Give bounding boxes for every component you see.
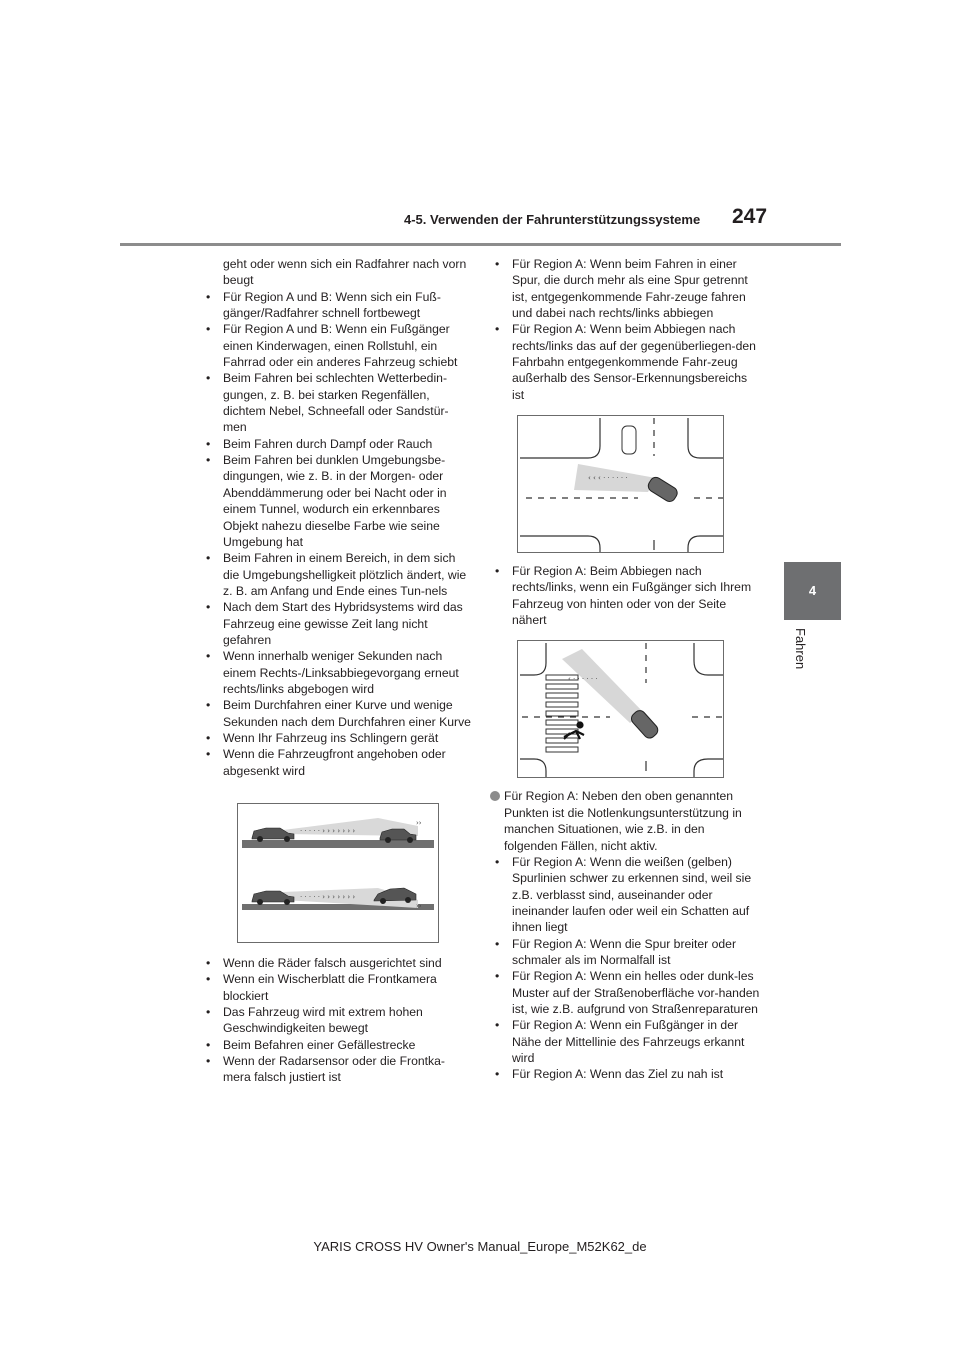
left-column	[201, 256, 471, 1086]
list-item: • Für Region A: Wenn das Ziel zu nah ist	[490, 1066, 760, 1082]
list-item: • Für Region A: Wenn ein helles oder dunk-les Muster auf der Straßenoberfläche vor-handen ist, wie z.B. aufgrund von Straßenreparaturen	[490, 968, 760, 1017]
list-item: • Beim Fahren in einem Bereich, in dem sich die Umgebungshelligkeit plötzlich ändert, wie z. B. am Anfang und Ende eines Tun-nels	[201, 550, 471, 599]
note-paragraph	[490, 788, 760, 853]
svg-text:‹ ‹ ‹ · · · · · ·: ‹ ‹ ‹ · · · · · ·	[588, 474, 628, 483]
list-item: • Wenn ein Wischerblatt die Frontkamera blockiert	[201, 971, 471, 1004]
oncoming-turn-illustration	[517, 415, 724, 553]
list-item: • Beim Durchfahren einer Kurve und wenige Sekunden nach dem Durchfahren einer Kurve	[201, 697, 471, 730]
list-item: • Wenn innerhalb weniger Sekunden nach einem Rechts-/Linksabbiegevorgang erneut rechts/links abgebogen wird	[201, 648, 471, 697]
list-item: • Für Region A: Wenn die weißen (gelben) Spurlinien schwer zu erkennen sind, weil sie z.B. verblasst sind, auseinander oder ineinander laufen oder weil ein Schatten auf ihnen liegt	[490, 854, 760, 936]
list-item: • Für Region A: Wenn beim Abbiegen nach rechts/links das auf der gegenüberliegen-den Fahrbahn entgegenkommende Fahr-zeug außerhalb des Sensor-Erkennungsbereichs ist	[490, 321, 760, 403]
section-title: 4-5. Verwenden der Fahrunterstützungssysteme	[404, 212, 701, 227]
chapter-tab[interactable]: 4	[784, 562, 841, 620]
svg-text:· · · · · › › › › › › ›: · · · · · › › › › › › ›	[300, 893, 356, 901]
list-item: • Für Region A: Wenn die Spur breiter oder schmaler als im Normalfall ist	[490, 936, 760, 969]
svg-text:››: ››	[416, 819, 422, 827]
right-column	[490, 256, 760, 1083]
list-item: • Wenn der Radarsensor oder die Frontka-mera falsch justiert ist	[201, 1053, 471, 1086]
page-number: 247	[732, 205, 768, 228]
svg-text:››: ››	[416, 902, 422, 910]
list-item: • Beim Fahren durch Dampf oder Rauch	[201, 436, 471, 452]
list-item: • Für Region A: Beim Abbiegen nach rechts/links, wenn ein Fußgänger sich Ihrem Fahrzeug von hinten oder von der Seite nähert	[490, 563, 760, 628]
bullet-list	[490, 563, 760, 628]
svg-text:· · · · · › › › › › › ›: · · · · · › › › › › › ›	[300, 827, 356, 835]
svg-text:‹ · · · · · ·: ‹ · · · · · ·	[568, 675, 598, 684]
footer-text: YARIS CROSS HV Owner's Manual_Europe_M52K62_de	[313, 1239, 647, 1254]
gray-bullet-icon	[490, 791, 500, 801]
list-item: • Für Region A und B: Wenn sich ein Fuß-gänger/Radfahrer schnell fortbewegt	[201, 289, 471, 322]
bullet-list	[490, 854, 760, 1083]
list-item: • Wenn die Fahrzeugfront angehoben oder abgesenkt wird	[201, 746, 471, 779]
vehicle-pitch-illustration	[237, 803, 439, 943]
list-item: • Beim Fahren bei schlechten Wetterbedin-gungen, z. B. bei starken Regenfällen, dichtem Nebel, Schneefall oder Sandstür-men	[201, 370, 471, 435]
note-text: Für Region A: Neben den oben genannten Punkten ist die Notlenkungsunterstützung in manchen Situationen, wie z.B. in den folgenden Fällen, nicht aktiv.	[504, 789, 742, 853]
list-item: • Beim Fahren bei dunklen Umgebungsbe-dingungen, wie z. B. in der Morgen- oder Abenddämmerung oder bei Nacht oder in einem Tunnel, wodurch ein erkennbares Objekt nahezu dieselbe Farbe wie seine Umgebung hat	[201, 452, 471, 550]
bullet-list	[201, 289, 471, 779]
list-item: • Das Fahrzeug wird mit extrem hohen Geschwindigkeiten bewegt	[201, 1004, 471, 1037]
list-item: • Wenn Ihr Fahrzeug ins Schlingern gerät	[201, 730, 471, 746]
bullet-list	[490, 256, 760, 403]
list-item: • Beim Befahren einer Gefällestrecke	[201, 1037, 471, 1053]
list-item: • Nach dem Start des Hybridsystems wird das Fahrzeug eine gewisse Zeit lang nicht gefahren	[201, 599, 471, 648]
bullet-list	[201, 955, 471, 1086]
continuation-text: geht oder wenn sich ein Radfahrer nach vorn beugt	[223, 257, 467, 288]
list-item: • Für Region A und B: Wenn ein Fußgänger einen Kinderwagen, einen Rollstuhl, ein Fahrrad oder ein anderes Fahrzeug schiebt	[201, 321, 471, 370]
header-divider	[120, 243, 841, 246]
pedestrian-turn-illustration	[517, 640, 724, 778]
list-item: • Wenn die Räder falsch ausgerichtet sind	[201, 955, 471, 971]
list-item: • Für Region A: Wenn beim Fahren in einer Spur, die durch mehr als eine Spur getrennt ist, entgegenkommende Fahr-zeuge fahren und dabei nach rechts/links abbiegen	[490, 256, 760, 321]
chapter-label: Fahren	[793, 628, 808, 670]
list-item: • Für Region A: Wenn ein Fußgänger in der Nähe der Mittellinie des Fahrzeugs erkannt wird	[490, 1017, 760, 1066]
